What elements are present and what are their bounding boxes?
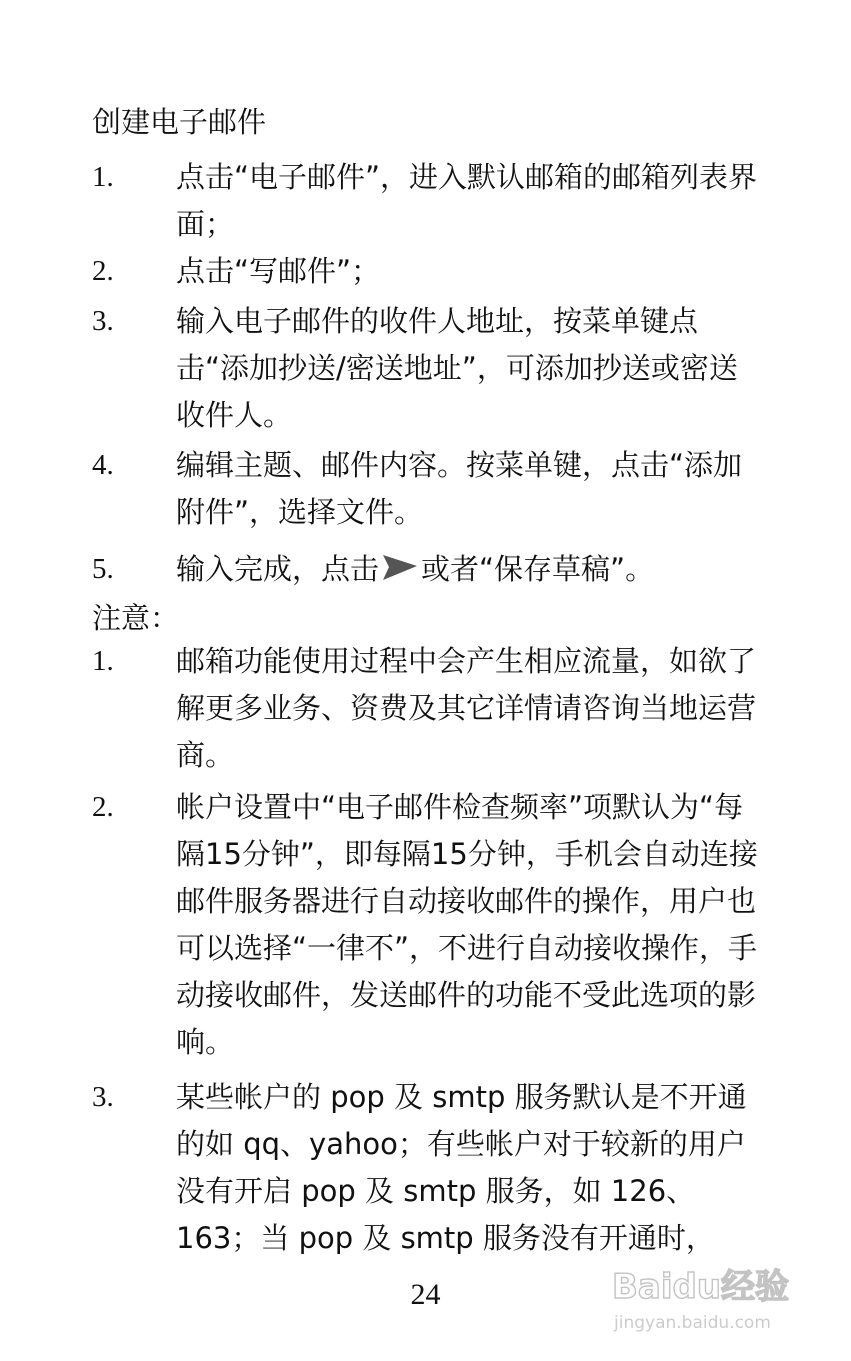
notes-list <box>0 638 851 1264</box>
step-item <box>0 442 851 546</box>
note-text: 某些帐户的 pop 及 smtp 服务默认是不开通的如 qq、yahoo；有些帐户对于较新的用户没有开启 pop 及 smtp 服务，如 126、163；当 pop 及 smtp 服务没有开通时， <box>176 1080 747 1255</box>
step-text-before: 输入完成，点击 <box>176 552 380 586</box>
step-text-after: 或者“保存草稿”。 <box>421 552 655 586</box>
section-heading: 创建电子邮件 <box>92 105 267 139</box>
page-number: 24 <box>410 1278 441 1311</box>
step-text: 点击“写邮件”； <box>176 254 381 288</box>
note-text: 帐户设置中“电子邮件检查频率”项默认为“每隔15分钟”，即每隔15分钟，手机会自动连接邮件服务器进行自动接收邮件的操作，用户也可以选择“一律不”，不进行自动接收操作，手动接收邮件，发送邮件的功能不受此选项的影响。 <box>176 790 758 1059</box>
note-number: 1. <box>92 645 114 677</box>
watermark-brand: Baidu经验 <box>612 1267 790 1307</box>
step-number: 3. <box>92 305 114 337</box>
step-text: 输入电子邮件的收件人地址，按菜单键点击“添加抄送/密送地址”，可添加抄送或密送收件人。 <box>176 304 738 432</box>
note-number: 2. <box>92 791 114 823</box>
step-text: 编辑主题、邮件内容。按菜单键，点击“添加附件”，选择文件。 <box>176 448 743 529</box>
step-text <box>176 546 764 596</box>
step-number: 4. <box>92 449 114 481</box>
baidu-jingyan-watermark-logo <box>606 1254 806 1344</box>
note-number: 3. <box>92 1081 114 1113</box>
note-item <box>0 1074 851 1264</box>
step-item <box>0 248 851 298</box>
note-text: 邮箱功能使用过程中会产生相应流量，如欲了解更多业务、资费及其它详情请咨询当地运营商。 <box>176 644 757 772</box>
step-number: 1. <box>92 161 114 193</box>
step-number: 5. <box>92 553 114 585</box>
step-item <box>0 154 851 248</box>
step-item <box>0 298 851 442</box>
step-number: 2. <box>92 255 114 287</box>
steps-list <box>0 154 851 596</box>
note-item <box>0 784 851 1074</box>
note-label: 注意： <box>92 601 180 635</box>
note-item <box>0 638 851 784</box>
step-text: 点击“电子邮件”，进入默认邮箱的邮箱列表界面； <box>176 160 758 241</box>
step-item <box>0 546 851 596</box>
watermark-url: jingyan.baidu.com <box>614 1313 771 1333</box>
send-arrow-icon <box>381 553 419 583</box>
